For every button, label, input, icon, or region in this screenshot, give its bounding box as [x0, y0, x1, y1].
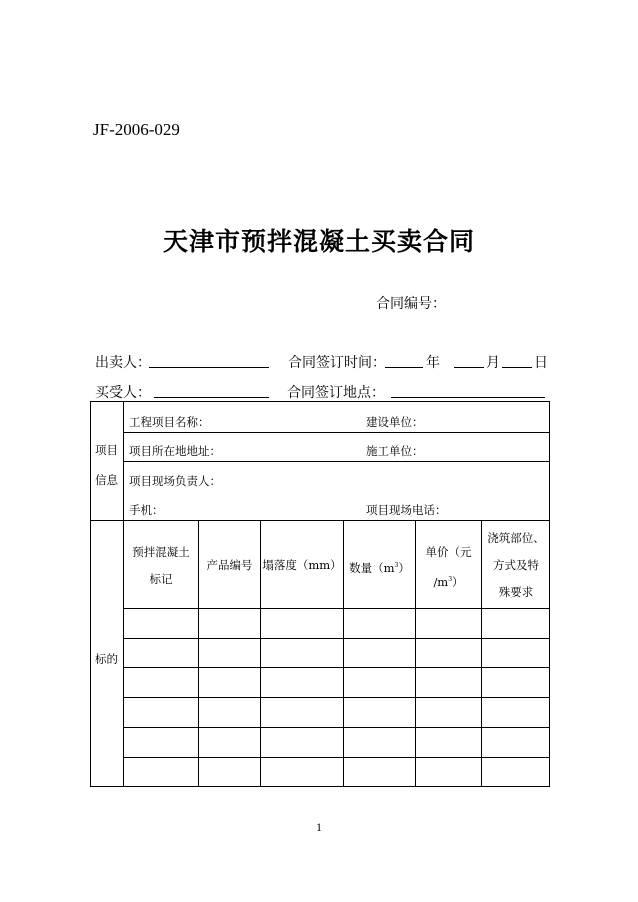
- header-row-line: [123, 608, 550, 609]
- site-phone-label: 项目现场电话：: [366, 503, 447, 517]
- contractor-label: 施工单位：: [366, 444, 424, 458]
- buyer-label: 买受人：: [95, 385, 151, 401]
- header-quantity-text: 数量（m: [349, 560, 395, 575]
- document-title: 天津市预拌混凝土买卖合同: [162, 227, 475, 256]
- header-price-line-2: [416, 566, 481, 596]
- mobile-label: 手机：: [129, 503, 164, 517]
- header-price-line-1: 单价（元: [425, 545, 472, 559]
- header-quantity-end: ）: [398, 560, 410, 575]
- project-info-side-label-2: 信息: [95, 473, 118, 487]
- header-pouring-line-3: 殊要求: [498, 585, 534, 599]
- seller-blank[interactable]: [149, 352, 269, 368]
- header-price: [416, 539, 481, 596]
- header-quantity-sup: 3: [394, 562, 399, 569]
- address-label: 项目所在地地址：: [129, 444, 221, 458]
- sign-time-label: 合同签订时间：: [288, 355, 386, 371]
- side-divider: [123, 401, 124, 787]
- builder-label: 建设单位：: [366, 415, 424, 429]
- project-info-side-label-1: 项目: [95, 443, 118, 457]
- document-code: JF-2006-029: [93, 120, 180, 139]
- header-price-sup: 3: [448, 576, 453, 583]
- header-pouring-line-1: 浇筑部位、: [487, 531, 545, 545]
- day-label: 日: [534, 355, 548, 371]
- header-price-unit: /m: [433, 574, 449, 589]
- row-line-2: [123, 667, 550, 668]
- subject-side-label: 标的: [95, 652, 118, 666]
- header-product-no: 产品编号: [206, 558, 253, 572]
- site-manager-label: 项目现场负责人：: [129, 474, 221, 488]
- project-name-label: 工程项目名称：: [129, 415, 210, 429]
- year-blank[interactable]: [385, 352, 423, 368]
- table-border-left: [90, 401, 91, 787]
- header-pouring-line-2: 方式及特: [493, 558, 539, 572]
- table-border-top: [90, 401, 550, 402]
- header-pouring: [482, 525, 550, 606]
- header-price-end: ）: [452, 574, 464, 589]
- contract-table: [90, 401, 550, 787]
- header-slump: 塌落度（mm）: [262, 558, 342, 572]
- row-line-3: [123, 697, 550, 698]
- sign-place-label: 合同签订地点：: [287, 385, 385, 401]
- row-line-4: [123, 727, 550, 728]
- header-mark-line-2: 标记: [149, 572, 173, 586]
- header-mark: [124, 539, 198, 593]
- page-number: 1: [316, 820, 322, 834]
- month-label: 月: [486, 355, 500, 371]
- buyer-blank[interactable]: [154, 382, 269, 398]
- row-line-5: [123, 757, 550, 758]
- year-label: 年: [426, 355, 440, 371]
- day-blank[interactable]: [502, 352, 532, 368]
- info-row-line-2: [123, 461, 550, 462]
- header-quantity: [344, 552, 415, 582]
- header-mark-line-1: 预拌混凝土: [132, 545, 190, 559]
- row-line-1: [123, 638, 550, 639]
- seller-label: 出卖人：: [95, 355, 151, 371]
- contract-number-label: 合同编号：: [376, 296, 446, 312]
- sign-place-blank[interactable]: [391, 382, 545, 398]
- month-blank[interactable]: [454, 352, 484, 368]
- info-row-line-1: [123, 432, 550, 433]
